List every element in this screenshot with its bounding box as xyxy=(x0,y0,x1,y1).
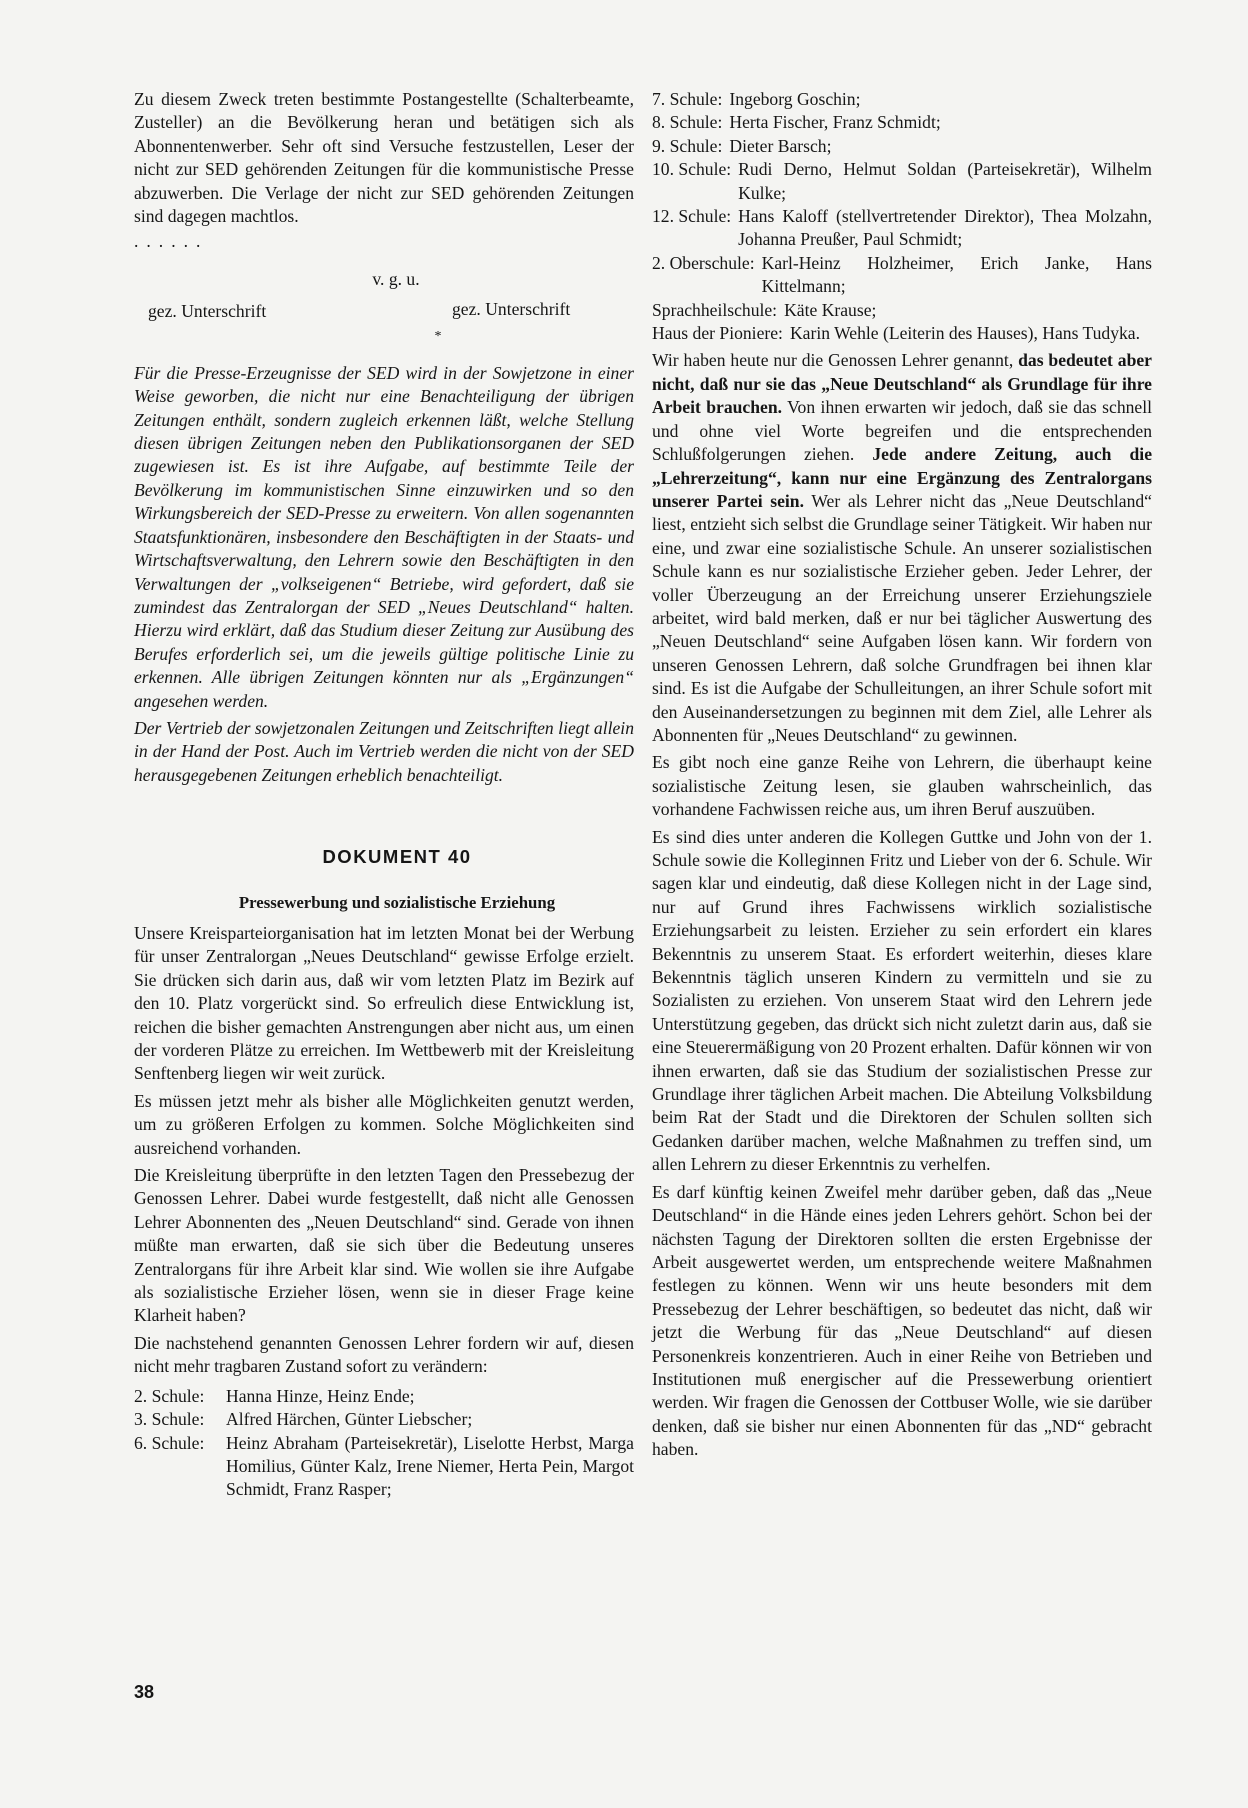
school-row xyxy=(134,1408,634,1431)
right-column xyxy=(652,88,1152,1466)
body-paragraph-1: Unsere Kreisparteiorganisation hat im letzten Monat bei der Werbung für unser Zentralorgan „Neues Deutschland“ gewisse Erfolge erzielt. Sie drücken sich darin aus, daß wir vom letzten Platz im Bezirk auf den 10. Platz vorgerückt sind. So erfreulich diese Entwicklung ist, reichen die bisher gemachten Anstrengungen aber nicht aus, um einen der vorderen Plätze zu erreichen. Im Wettbewerb mit der Kreisleitung Senftenberg liegen wir weit zurück. xyxy=(134,922,634,1084)
school-names: Hanna Hinze, Heinz Ende; xyxy=(226,1385,415,1406)
school-row xyxy=(652,205,1152,252)
p5-bold-d: Jede andere Zeitung, auch die „Lehrerzeitung“, kann nur eine Ergänzung des Zentralorgans unserer Partei sein. xyxy=(652,444,1153,511)
body-paragraph-6: Es gibt noch eine ganze Reihe von Lehrern, die überhaupt keine sozialistische Zeitung lesen, sie glauben wahrscheinlich, das vorhandene Fachwissen reiche aus, um ihren Beruf auszuüben. xyxy=(652,752,1152,820)
school-row xyxy=(134,1432,634,1502)
school-row xyxy=(652,322,1152,345)
school-label: 3. Schule: xyxy=(134,1409,205,1430)
school-label: 6. Schule: xyxy=(134,1432,205,1453)
school-label: 8. Schule: xyxy=(652,112,723,133)
document-title: DOKUMENT 40 xyxy=(322,846,472,868)
school-names: Herta Fischer, Franz Schmidt; xyxy=(729,112,941,133)
school-names: Karin Wehle (Leiterin des Hauses), Hans Tudyka. xyxy=(789,323,1141,344)
school-label: 10. Schule: xyxy=(652,159,732,180)
commentary-paragraph-1: Für die Presse-Erzeugnisse der SED wird in der Sowjetzone in einer Weise geworben, die nicht nur eine Benachteiligung der übrigen Zeitungen enthält, sondern zugleich erkennen läßt, welche Stellung diesen übrigen Zeitungen neben den Publikationsorganen der SED zugewiesen ist. Es ist ihre Aufgabe, auf bestimmte Teile der Bevölkerung im kommunistischen Sinne einzuwirken und so den Wirkungsbereich der SED-Presse zu erweitern. Von allen sogenannten Staatsfunktionären, insbesondere den Beschäftigten in der Staats- und Wirtschaftsverwaltung, den Lehrern sowie den Beschäftigten in den Verwaltungen der „volkseigenen“ Betriebe, wird gefordert, daß sie zumindest das Zentralorgan der SED „Neues Deutschland“ halten. Hierzu wird erklärt, daß das Studium dieser Zeitung zur Ausübung des Berufes erforderlich sei, um die jeweils gültige politische Linie zu erkennen. Alle übrigen Zeitungen könnten nur als „Ergänzungen“ angesehen werden. xyxy=(134,362,634,711)
body-paragraph-5 xyxy=(652,349,1152,747)
body-paragraph-8: Es darf künftig keinen Zweifel mehr darüber geben, daß das „Neue Deutschland“ in die Hände eines jeden Lehrers gehört. Schon bei der nächsten Tagung der Direktoren sollten die ersten Ergebnisse der Arbeit ausgewertet werden, um entsprechende weitere Maßnahmen festlegen zu können. Wenn wir uns heute besonders mit dem Pressebezug der Lehrer beschäftigen, so bedeutet das nicht, daß wir jetzt die Werbung für das „Neue Deutschland“ auf diesen Personenkreis konzentrieren. Auch in einer Reihe von Betrieben und Institutionen muß energischer auf die Pressewerbung orientiert werden. Wir fragen die Genossen der Cottbuser Wolle, wie sie darüber denken, daß sie bisher nur einen Abonnenten für das „ND“ gebracht haben. xyxy=(652,1181,1152,1460)
school-row xyxy=(134,1385,634,1408)
school-names: Karl-Heinz Holzheimer, Erich Janke, Hans Kittelmann; xyxy=(761,252,1152,297)
school-list-left xyxy=(134,1385,634,1502)
school-names: Heinz Abraham (Parteisekretär), Liselotte Herbst, Marga Homilius, Günter Kalz, Irene Niemer, Herta Pein, Margot Schmidt, Franz Rasper; xyxy=(226,1432,634,1500)
vgu-note: v. g. u. xyxy=(372,269,420,290)
body-paragraph-2: Es müssen jetzt mehr als bisher alle Möglichkeiten genutzt werden, um zu größeren Erfolgen zu kommen. Solche Möglichkeiten sind ausreichend vorhanden. xyxy=(134,1090,634,1158)
school-names: Dieter Barsch; xyxy=(729,135,832,156)
school-names: Rudi Derno, Helmut Soldan (Parteisekretär), Wilhelm Kulke; xyxy=(738,159,1152,203)
document-subtitle: Pressewerbung und sozialistische Erziehung xyxy=(238,892,556,912)
school-label: Sprachheilschule: xyxy=(652,299,778,320)
school-row xyxy=(652,252,1152,299)
intro-paragraph: Zu diesem Zweck treten bestimmte Postangestellte (Schalterbeamte, Zusteller) an die Bevölkerung heran und betätigen sich als Abonnentenwerber. Sehr oft sind Versuche festzustellen, Leser der nicht zur SED gehörenden Zeitungen für die kommunistische Presse abzuwerben. Die Verlage der nicht zur SED gehörenden Zeitungen sind dagegen machtlos. xyxy=(134,89,634,227)
body-paragraph-7: Es sind dies unter anderen die Kollegen Guttke und John von der 1. Schule sowie die Kolleginnen Fritz und Lieber von der 6. Schule. Wir sagen klar und eindeutig, daß diese Kollegen nicht in der Lage sind, nur auf Grund ihres Fachwissens wirklich sozialistische Erziehungsarbeit zu leisten. Erzieher zu sein erfordert ein klares Bekenntnis zu unserem Staat. Es erfordert weiterhin, dieses klare Bekenntnis täglich unseren Kindern zu vermitteln und sie zu Sozialisten zu erziehen. Von unserem Staat wird den Lehrern jede Unterstützung gegeben, das drückt sich nicht zuletzt darin aus, daß sie eine Steuerermäßigung von 20 Prozent erhalten. Dafür können wir von ihnen erwarten, daß sie das Studium der sozialistischen Presse zur Grundlage ihrer täglichen Arbeit machen. Die Abteilung Volksbildung beim Rat der Stadt und die Direktoren der Schulen sollten sich Gedanken darüber machen, welche Maßnahmen zu treffen sind, um allen Lehrern zu dieser Erkenntnis zu verhelfen. xyxy=(652,826,1152,1175)
signature-left: gez. Unterschrift xyxy=(148,300,267,321)
separator-star: * xyxy=(434,328,442,344)
p5-bold-b: das bedeutet aber nicht, daß nur sie das „Neue Deutschland“ als Grundlage für ihre Arbeit brauchen. xyxy=(652,350,1152,418)
school-row xyxy=(652,111,1152,134)
school-names: Hans Kaloff (stellvertretender Direktor), Thea Molzahn, Johanna Preußer, Paul Schmidt; xyxy=(738,206,1152,250)
school-label: 9. Schule: xyxy=(652,135,723,156)
school-row xyxy=(652,299,1152,322)
school-row xyxy=(652,158,1152,205)
school-names: Käte Krause; xyxy=(784,299,877,320)
school-label: Haus der Pioniere: xyxy=(652,323,783,344)
school-names: Ingeborg Goschin; xyxy=(729,89,861,109)
school-names: Alfred Härchen, Günter Liebscher; xyxy=(226,1409,473,1430)
left-column xyxy=(134,88,634,1502)
p5-text-c: Von ihnen erwarten wir jedoch, daß sie das schnell und ohne viel Worte begreifen und die entsprechenden Schlußfolgerungen ziehen. xyxy=(652,397,1152,465)
ellipsis-dots: ...... xyxy=(134,231,209,252)
signature-right: gez. Unterschrift xyxy=(452,298,571,319)
school-label: 2. Schule: xyxy=(134,1385,205,1406)
school-row xyxy=(652,88,1152,111)
page-number: 38 xyxy=(134,1682,155,1702)
school-row xyxy=(652,135,1152,158)
p5-text-a: Wir haben heute nur die Genossen Lehrer genannt, xyxy=(652,350,1014,371)
body-paragraph-4: Die nachstehend genannten Genossen Lehrer fordern wir auf, diesen nicht mehr tragbaren Zustand sofort zu verändern: xyxy=(134,1332,634,1377)
signature-block xyxy=(134,292,634,326)
body-paragraph-3: Die Kreisleitung überprüfte in den letzten Tagen den Pressebezug der Genossen Lehrer. Dabei wurde festgestellt, daß nicht alle Genossen Lehrer Abonnenten des „Neuen Deutschland“ sind. Gerade von ihnen müßte man erwarten, daß sie sich über die Bedeutung unseres Zentralorgans für ihre Arbeit klar sind. Wie wollen sie ihre Aufgabe als sozialistische Erzieher lösen, wenn sie in dieser Frage keine Klarheit haben? xyxy=(134,1165,634,1326)
school-label: 2. Oberschule: xyxy=(652,252,755,273)
commentary-paragraph-2: Der Vertrieb der sowjetzonalen Zeitungen und Zeitschriften liegt allein in der Hand der Post. Auch im Vertrieb werden die nicht von der SED herausgegebenen Zeitungen erheblich benachteiligt. xyxy=(134,717,634,785)
school-label: 7. Schule: xyxy=(652,89,723,109)
school-list-right xyxy=(652,88,1152,345)
p5-text-e: Wer als Lehrer nicht das „Neue Deutschland“ liest, entzieht sich selbst die Grundlage seiner Tätigkeit. Wir haben nur eine, und zwar eine sozialistische Schule. An unserer sozialistischen Schule kann es nur sozialistische Erzieher geben. Jeder Lehrer, der voller Überzeugung an der Erreichung unserer Erziehungsziele arbeitet, wird bald merken, daß er nur bei täglicher Auswertung des „Neuen Deutschland“ seine Aufgaben lösen kann. Wir fordern von unseren Genossen Lehrern, daß solche Grundfragen bei ihnen klar sind. Es ist die Aufgabe der Schulleitungen, an ihrer Schule sofort mit den Auseinandersetzungen zu beginnen mit dem Ziel, alle Lehrer als Abonnenten für „Neues Deutschland“ zu gewinnen. xyxy=(652,490,1152,745)
school-label: 12. Schule: xyxy=(652,206,732,227)
